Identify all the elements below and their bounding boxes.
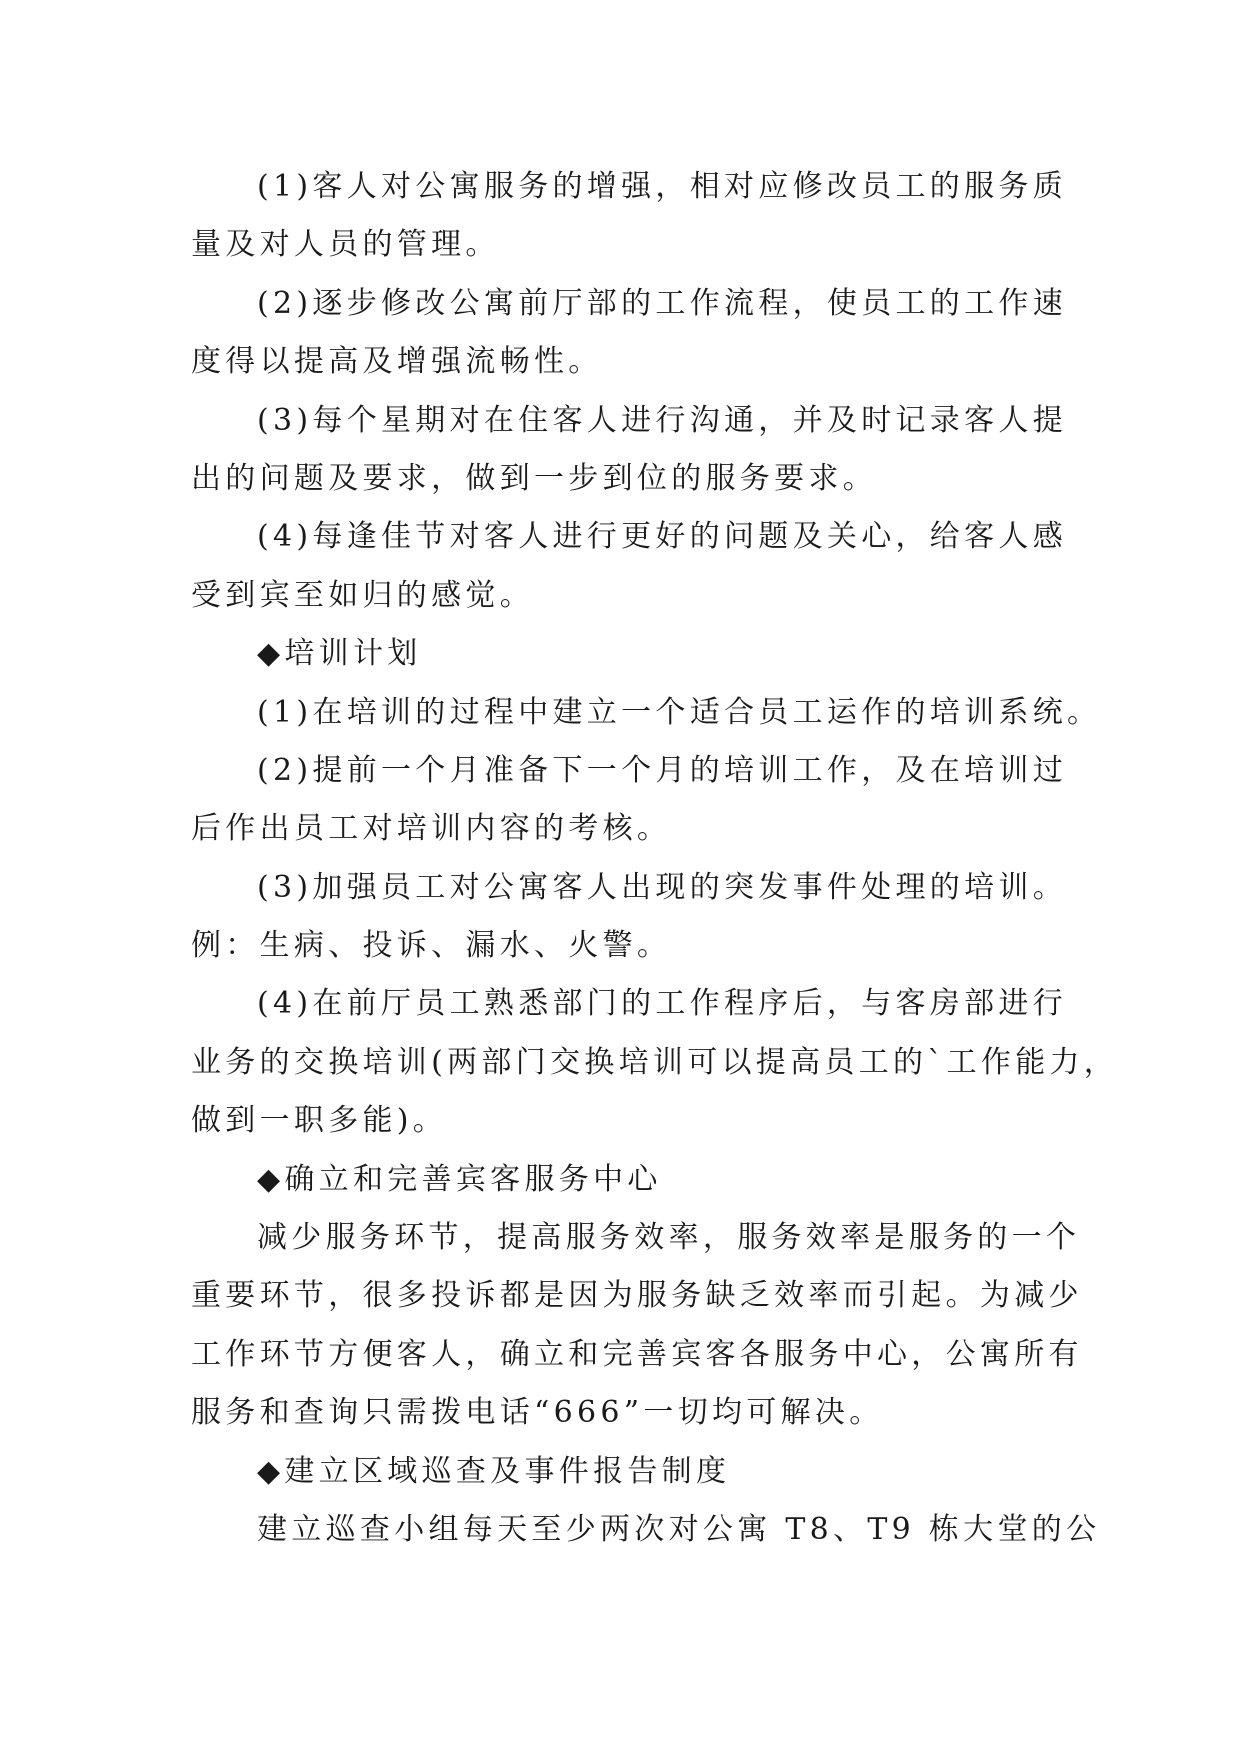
text-line: 做到一职多能)。: [191, 1103, 448, 1139]
text-line: (2)逐步修改公寓前厅部的工作流程，使员工的工作速: [257, 285, 1067, 321]
text-line: (3)加强员工对公寓客人出现的突发事件处理的培训。: [257, 869, 1067, 905]
text-line: 后作出员工对培训内容的考核。: [191, 811, 672, 847]
text-line: (1)在培训的过程中建立一个适合员工运作的培训系统。: [257, 694, 1102, 730]
text-line: 服务和查询只需拨电话“666”一切均可解决。: [191, 1395, 884, 1431]
text-line: (4)在前厅员工熟悉部门的工作程序后，与客房部进行: [257, 986, 1067, 1022]
text-line: 受到宾至如归的感觉。: [191, 577, 534, 613]
text-line: 减少服务环节，提高服务效率，服务效率是服务的一个: [257, 1220, 1081, 1256]
section-heading: ◆建立区域巡查及事件报告制度: [257, 1453, 731, 1489]
text-line: 出的问题及要求，做到一步到位的服务要求。: [191, 460, 877, 496]
text-line: 工作环节方便客人，确立和完善宾客各服务中心，公寓所有: [191, 1336, 1083, 1372]
text-line: 例：生病、投诉、漏水、火警。: [191, 928, 672, 964]
text-line: 量及对人员的管理。: [191, 227, 500, 263]
text-line: 建立巡查小组每天至少两次对公寓 T8、T9 栋大堂的公: [257, 1511, 1101, 1547]
document-body: [191, 158, 1119, 1559]
text-line: (2)提前一个月准备下一个月的培训工作，及在培训过: [257, 752, 1067, 788]
text-line: 业务的交换培训(两部门交换培训可以提高员工的`工作能力，: [191, 1044, 1119, 1080]
text-line: 度得以提高及增强流畅性。: [191, 344, 603, 380]
text-line: 重要环节，很多投诉都是因为服务缺乏效率而引起。为减少: [191, 1278, 1083, 1314]
section-heading: ◆培训计划: [257, 636, 422, 672]
section-heading: ◆确立和完善宾客服务中心: [257, 1161, 662, 1197]
text-line: (4)每逢佳节对客人进行更好的问题及关心，给客人感: [257, 519, 1067, 555]
text-line: (3)每个星期对在住客人进行沟通，并及时记录客人提: [257, 402, 1067, 438]
text-line: (1)客人对公寓服务的增强，相对应修改员工的服务质: [257, 169, 1067, 204]
